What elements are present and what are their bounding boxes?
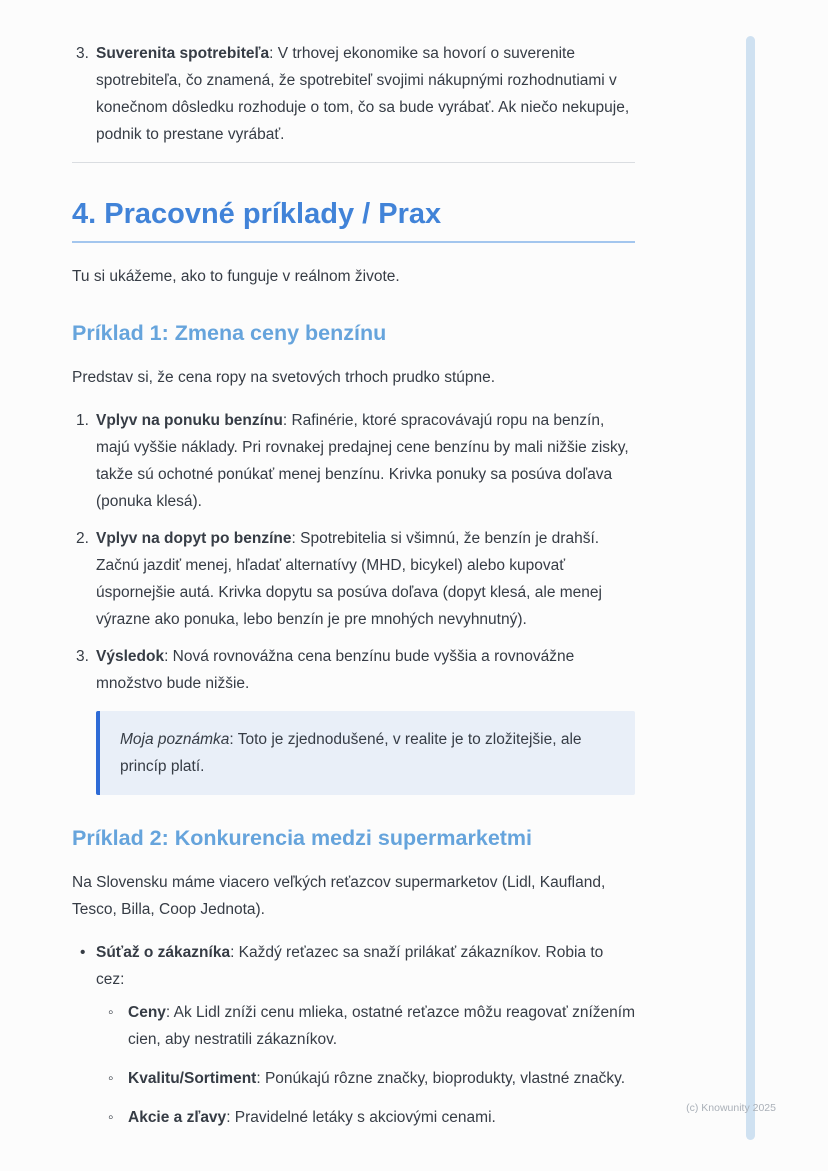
list-line: [96, 944, 603, 988]
list-text: : Každý reťazec sa snaží prilákať zákazníkov. Robia to cez:: [96, 944, 604, 988]
example1-heading: Príklad 1: Zmena ceny benzínu: [72, 321, 387, 345]
circle-bullet-icon: [96, 999, 128, 1053]
list-term: Vplyv na dopyt po benzíne: [96, 530, 292, 547]
circle-bullet-icon: [96, 1065, 128, 1092]
list-body: [96, 40, 635, 148]
list-body: [128, 999, 635, 1053]
content-column: [72, 40, 635, 1153]
section-intro: Tu si ukážeme, ako to funguje v reálnom živote.: [72, 268, 400, 285]
circle-bullet-icon: [96, 1104, 128, 1131]
list-item-demand-effect: [72, 525, 635, 633]
list-number: 2.: [76, 530, 89, 547]
list-number: 1.: [76, 412, 89, 429]
sub-item-quality: [96, 1065, 635, 1092]
example2-intro: Na Slovensku máme viacero veľkých reťazcov supermarketov (Lidl, Kaufland, Tesco, Billa, Coop Jednota).: [72, 874, 606, 918]
list-term: Suverenita spotrebiteľa: [96, 45, 270, 62]
list-body: [96, 939, 635, 1143]
list-text: : Nová rovnovážna cena benzínu bude vyššia a rovnovážne množstvo bude nižšie.: [96, 648, 575, 692]
list-term: Súťaž o zákazníka: [96, 944, 231, 961]
list-term: Ceny: [128, 1004, 166, 1021]
list-body: [128, 1104, 635, 1131]
list-body: [96, 407, 635, 515]
note-body: : Toto je zjednodušené, v realite je to zložitejšie, ale princíp platí.: [120, 731, 582, 775]
list-item-competition: [72, 939, 635, 1143]
example1-intro: Predstav si, že cena ropy na svetových trhoch prudko stúpne.: [72, 369, 496, 386]
top-ordered-list: [72, 40, 635, 148]
list-text: : Spotrebitelia si všimnú, že benzín je drahší. Začnú jazdiť menej, hľadať alternatívy (MHD, bicykel) alebo kupovať úspornejšie autá. Krivka dopytu sa posúva doľava (dopyt klesá, ale menej výrazne ako ponuka, lebo benzín je pre mnohých nevyhnutný).: [96, 530, 602, 628]
list-text: : Pravidelné letáky s akciovými cenami.: [226, 1109, 496, 1126]
note-lead: Moja poznámka: [120, 731, 230, 748]
sub-item-prices: [96, 999, 635, 1053]
list-number: 3.: [76, 45, 89, 62]
bullet-icon: [72, 939, 96, 1143]
list-item-consumer-sovereignty: [72, 40, 635, 148]
list-text: : Ponúkajú rôzne značky, bioprodukty, vlastné značky.: [256, 1070, 626, 1087]
sub-item-promotions: [96, 1104, 635, 1131]
note-callout: [96, 711, 635, 795]
example2-heading: Príklad 2: Konkurencia medzi supermarketmi: [72, 826, 533, 850]
list-body: [128, 1065, 635, 1092]
watermark: (c) Knowunity 2025: [686, 1102, 776, 1114]
list-term: Akcie a zľavy: [128, 1109, 227, 1126]
note-text: [120, 726, 611, 780]
list-body: [96, 525, 635, 633]
list-term: Výsledok: [96, 648, 165, 665]
list-item-supply-effect: [72, 407, 635, 515]
list-number: 3.: [76, 648, 89, 665]
example2-bullet-list: [72, 939, 635, 1143]
list-term: Vplyv na ponuku benzínu: [96, 412, 283, 429]
example1-ordered-list: [72, 407, 635, 697]
example2-sub-list: [96, 999, 635, 1131]
section-heading: 4. Pracovné príklady / Prax: [72, 197, 635, 243]
list-item-result: [72, 643, 635, 697]
list-term: Kvalitu/Sortiment: [128, 1070, 257, 1087]
list-text: : V trhovej ekonomike sa hovorí o suverenite spotrebiteľa, čo znamená, že spotrebiteľ svojimi nákupnými rozhodnutiami v konečnom dôsledku rozhoduje o tom, čo sa bude vyrábať. Ak niečo nekupuje, podnik to prestane vyrábať.: [96, 45, 630, 143]
list-text: : Rafinérie, ktoré spracovávajú ropu na benzín, majú vyššie náklady. Pri rovnakej predajnej cene benzínu by mali nižšie zisky, takže sú ochotné ponúkať menej benzínu. Krivka ponuky sa posúva doľava (ponuka klesá).: [96, 412, 629, 510]
list-body: [96, 643, 635, 697]
scrollbar-thumb[interactable]: [746, 36, 755, 1140]
list-text: : Ak Lidl zníži cenu mlieka, ostatné reťazce môžu reagovať znížením cien, aby nestratili zákazníkov.: [128, 1004, 636, 1048]
section-divider: [72, 162, 635, 163]
